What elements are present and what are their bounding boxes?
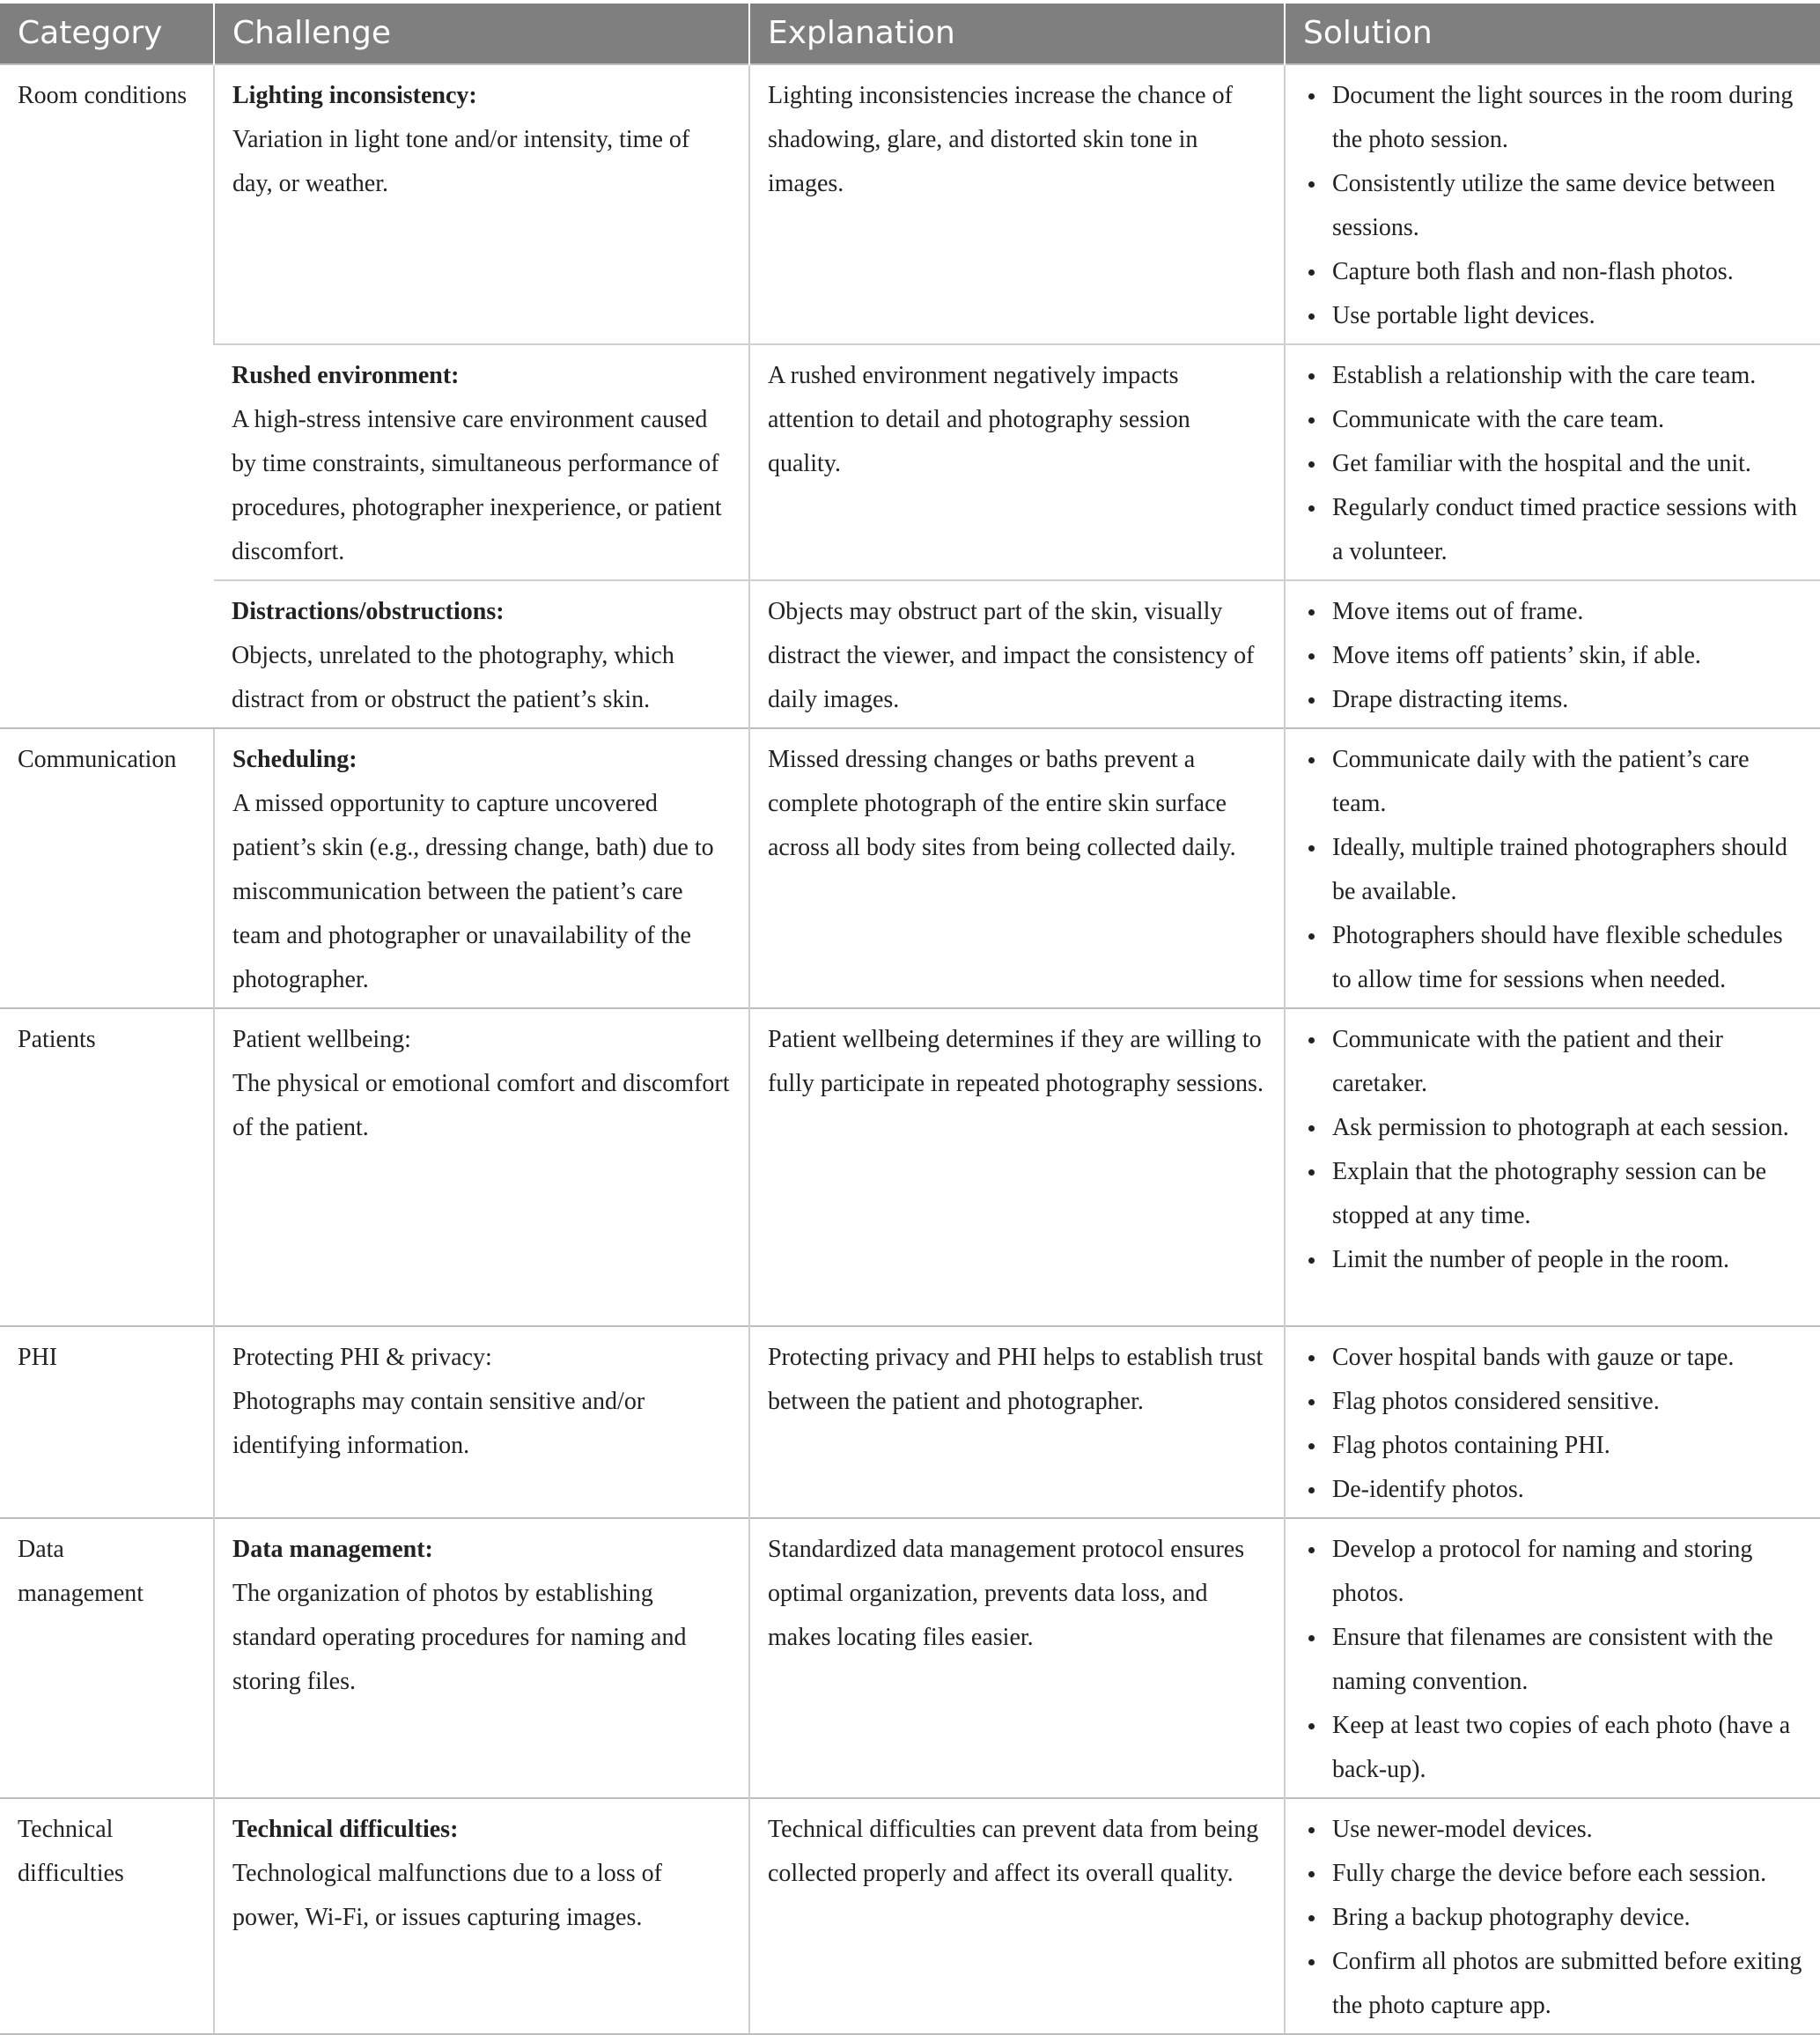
solution-item: Drape distracting items. (1303, 678, 1802, 722)
category-cell (0, 1798, 214, 2034)
solution-cell (1285, 344, 1820, 580)
challenge-title: Lighting inconsistency: (232, 82, 477, 109)
explanation-cell: Technical difficulties can prevent data from being collected properly and affect its overall quality. (749, 1798, 1285, 2034)
explanation-cell: Lighting inconsistencies increase the chance of shadowing, glare, and distorted skin tone in images. (749, 64, 1285, 344)
challenge-description: The organization of photos by establishing standard operating procedures for naming and storing files. (232, 1580, 687, 1695)
solution-item: Regularly conduct timed practice sessions with a volunteer. (1303, 486, 1802, 574)
category-label: Data management (18, 1536, 144, 1607)
category-cell (0, 64, 214, 728)
table-row (0, 1798, 1820, 2034)
table-row (0, 728, 1820, 1008)
category-label: Communication (18, 746, 177, 773)
solution-item: De-identify photos. (1303, 1468, 1802, 1512)
explanation-cell: Patient wellbeing determines if they are willing to fully participate in repeated photography sessions. (749, 1008, 1285, 1326)
challenge-title: Rushed environment: (232, 362, 460, 389)
explanation-cell: Standardized data management protocol ensures optimal organization, prevents data loss, and makes locating files easier. (749, 1518, 1285, 1798)
solution-cell (1285, 1326, 1820, 1518)
solution-cell (1285, 1008, 1820, 1326)
challenge-description: Variation in light tone and/or intensity, time of day, or weather. (232, 126, 690, 197)
solution-item: Flag photos considered sensitive. (1303, 1380, 1802, 1424)
challenge-cell (214, 580, 749, 728)
solution-list (1303, 1336, 1802, 1512)
explanation-cell: A rushed environment negatively impacts attention to detail and photography session quality. (749, 344, 1285, 580)
solution-list (1303, 1808, 1802, 2028)
solution-item: Confirm all photos are submitted before exiting the photo capture app. (1303, 1940, 1802, 2028)
category-label: Technical difficulties (18, 1816, 124, 1887)
solution-item: Ensure that filenames are consistent with the naming convention. (1303, 1616, 1802, 1704)
explanation-cell: Objects may obstruct part of the skin, visually distract the viewer, and impact the consistency of daily images. (749, 580, 1285, 728)
solution-cell (1285, 728, 1820, 1008)
challenge-cell (214, 344, 749, 580)
solution-list (1303, 1018, 1802, 1282)
solution-item: Document the light sources in the room during the photo session. (1303, 74, 1802, 162)
solution-item: Communicate with the patient and their caretaker. (1303, 1018, 1802, 1106)
challenge-description: A missed opportunity to capture uncovered patient’s skin (e.g., dressing change, bath) due to miscommunication between the patient’s care team and photographer or unavailability of the photographer. (232, 790, 714, 993)
solution-item: Explain that the photography session can be stopped at any time. (1303, 1150, 1802, 1238)
challenge-cell (214, 1798, 749, 2034)
table-header (0, 4, 1820, 64)
challenge-description: Objects, unrelated to the photography, which distract from or obstruct the patient’s skin. (232, 642, 674, 713)
solution-item: Fully charge the device before each session. (1303, 1852, 1802, 1896)
challenge-description: The physical or emotional comfort and discomfort of the patient. (232, 1070, 730, 1141)
solution-cell (1285, 580, 1820, 728)
table-row (0, 1518, 1820, 1798)
solution-list (1303, 74, 1802, 338)
solution-item: Limit the number of people in the room. (1303, 1238, 1802, 1282)
challenge-cell (214, 1008, 749, 1326)
solution-item: Use portable light devices. (1303, 294, 1802, 338)
solution-item: Ideally, multiple trained photographers should be available. (1303, 826, 1802, 914)
solution-list (1303, 354, 1802, 574)
header-solution: Solution (1285, 4, 1820, 64)
solution-item: Move items off patients’ skin, if able. (1303, 634, 1802, 678)
table-row (0, 64, 1820, 344)
category-cell (0, 1518, 214, 1798)
header-category: Category (0, 4, 214, 64)
challenge-title: Scheduling: (232, 746, 357, 773)
solution-item: Flag photos containing PHI. (1303, 1424, 1802, 1468)
solution-item: Get familiar with the hospital and the unit. (1303, 442, 1802, 486)
table-row (0, 1008, 1820, 1326)
challenge-cell (214, 64, 749, 344)
category-label: Room conditions (18, 82, 188, 109)
header-challenge: Challenge (214, 4, 749, 64)
category-cell (0, 1326, 214, 1518)
solution-item: Develop a protocol for naming and storing photos. (1303, 1528, 1802, 1616)
solution-cell (1285, 64, 1820, 344)
challenge-cell (214, 728, 749, 1008)
solution-list (1303, 738, 1802, 1002)
solution-item: Capture both flash and non-flash photos. (1303, 250, 1802, 294)
solution-item: Ask permission to photograph at each session. (1303, 1106, 1802, 1150)
challenge-description: Photographs may contain sensitive and/or identifying information. (232, 1388, 645, 1459)
challenge-description: Technological malfunctions due to a loss of power, Wi-Fi, or issues capturing images. (232, 1860, 662, 1931)
challenges-table-container (0, 4, 1820, 2035)
table-body (0, 64, 1820, 2034)
challenge-title: Distractions/obstructions: (232, 598, 505, 625)
solution-item: Communicate daily with the patient’s care team. (1303, 738, 1802, 826)
solution-item: Move items out of frame. (1303, 590, 1802, 634)
solution-cell (1285, 1518, 1820, 1798)
category-cell (0, 1008, 214, 1326)
challenge-title: Patient wellbeing: (232, 1026, 411, 1053)
explanation-cell: Protecting privacy and PHI helps to establish trust between the patient and photographer. (749, 1326, 1285, 1518)
solution-item: Cover hospital bands with gauze or tape. (1303, 1336, 1802, 1380)
challenges-table (0, 4, 1820, 2035)
solution-list (1303, 1528, 1802, 1792)
table-row (0, 580, 1820, 728)
challenge-title: Protecting PHI & privacy: (232, 1344, 492, 1371)
category-label: PHI (18, 1344, 58, 1371)
solution-item: Use newer-model devices. (1303, 1808, 1802, 1852)
solution-item: Consistently utilize the same device between sessions. (1303, 162, 1802, 250)
solution-item: Bring a backup photography device. (1303, 1896, 1802, 1940)
table-row (0, 344, 1820, 580)
solution-item: Keep at least two copies of each photo (have a back-up). (1303, 1704, 1802, 1792)
solution-cell (1285, 1798, 1820, 2034)
solution-item: Photographers should have flexible schedules to allow time for sessions when needed. (1303, 914, 1802, 1002)
challenge-title: Technical difficulties: (232, 1816, 459, 1843)
solution-list (1303, 590, 1802, 722)
category-label: Patients (18, 1026, 96, 1053)
challenge-title: Data management: (232, 1536, 433, 1563)
header-explanation: Explanation (749, 4, 1285, 64)
category-cell (0, 728, 214, 1008)
solution-item: Establish a relationship with the care team. (1303, 354, 1802, 398)
challenge-cell (214, 1326, 749, 1518)
table-row (0, 1326, 1820, 1518)
challenge-cell (214, 1518, 749, 1798)
solution-item: Communicate with the care team. (1303, 398, 1802, 442)
challenge-description: A high-stress intensive care environment caused by time constraints, simultaneous performance of procedures, photographer inexperience, or patient discomfort. (232, 406, 722, 565)
header-row (0, 4, 1820, 64)
explanation-cell: Missed dressing changes or baths prevent a complete photograph of the entire skin surface across all body sites from being collected daily. (749, 728, 1285, 1008)
